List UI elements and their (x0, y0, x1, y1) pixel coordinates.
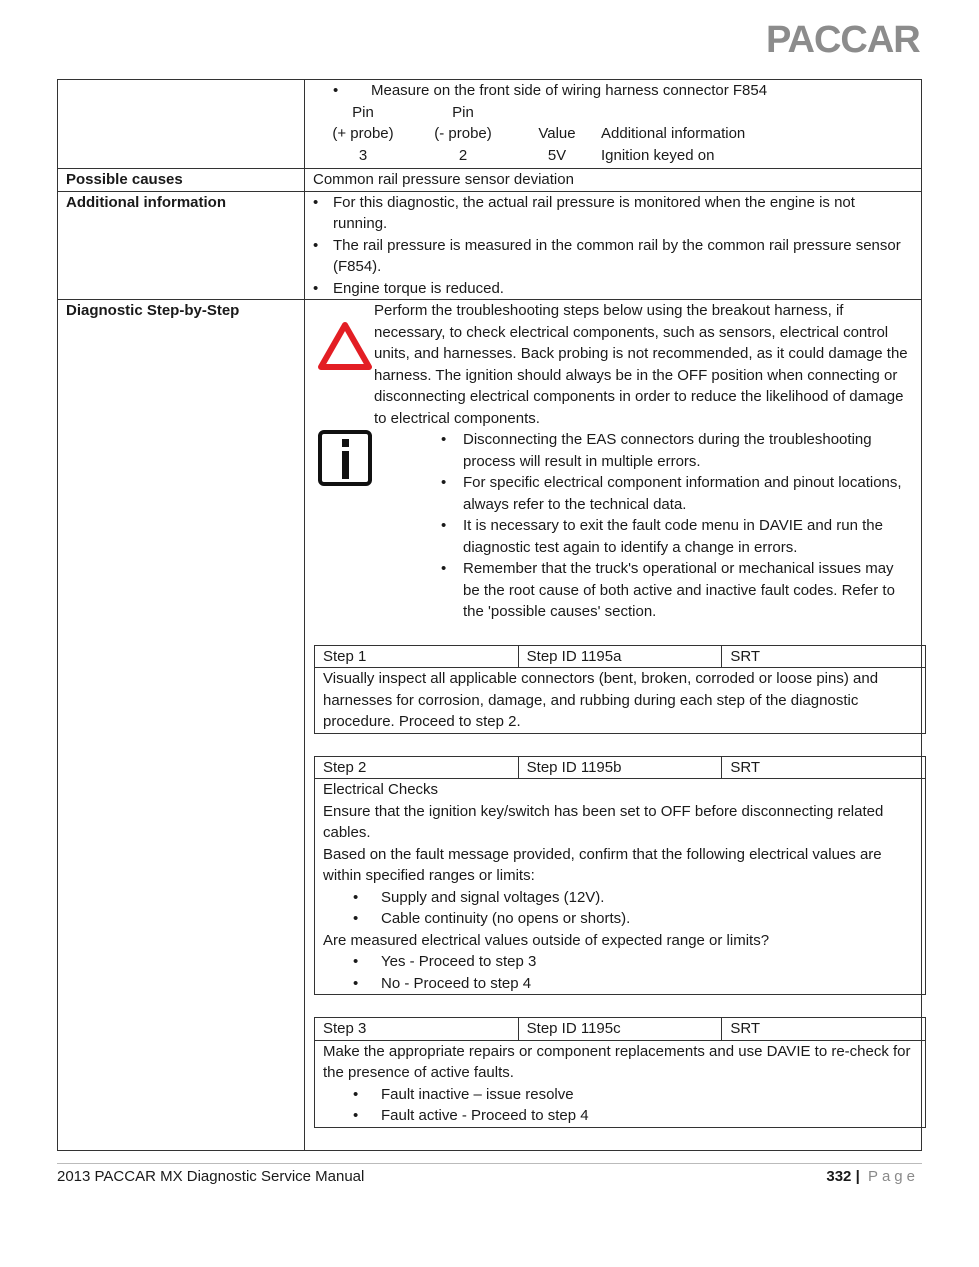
page-separator: | (855, 1168, 860, 1185)
info-icon (317, 429, 373, 487)
answer-bullet: No - Proceed to step 4 (381, 974, 532, 992)
footer-page (826, 1168, 919, 1185)
diagnostic-steps-label: Diagnostic Step-by-Step (58, 300, 305, 1151)
note-bullet: It is necessary to exit the fault code menu in DAVIE and run the diagnostic test again to identify a change in errors. (463, 517, 883, 556)
step-number: Step 2 (315, 756, 519, 779)
step-question: Are measured electrical values outside of expected range or limits? (323, 931, 770, 949)
step-2-table: Step 2 Step ID 1195b SRT Electrical Checks Ensure that the ignition key/switch has been set to OFF before disconnecting related cables. Based on the fault message provided, confirm that the following electrical values are within specified ranges or limits: • Supply and signal voltages (12V). • Cable continuity (no opens or shorts). Are measured electrical values outside of expected range or limits? • Yes - Proceed to step 3 • No - Proceed to step 4 (314, 756, 926, 996)
footer-title: 2013 PACCAR MX Diagnostic Service Manual (57, 1168, 365, 1185)
step-srt: SRT (722, 645, 926, 668)
step-number: Step 3 (315, 1018, 519, 1041)
step-id: Step ID 1195c (518, 1018, 722, 1041)
info-bullet: For this diagnostic, the actual rail pressure is monitored when the engine is not running. (333, 193, 855, 232)
possible-causes-value: Common rail pressure sensor deviation (305, 169, 922, 192)
step-title: Electrical Checks (323, 781, 439, 798)
footer-divider (57, 1163, 922, 1164)
note-bullet: Disconnecting the EAS connectors during the troubleshooting process will result in multiple errors. (463, 431, 872, 470)
logo-text: PACCAR (766, 20, 920, 56)
step-3-table: Step 3 Step ID 1195c SRT Make the appropriate repairs or component replacements and use DAVIE to re-check for the presence of active faults. • Fault inactive – issue resolve • Fault active - Proceed to step 4 (314, 1017, 926, 1128)
step-paragraph: Ensure that the ignition key/switch has been set to OFF before disconnecting related cables. (323, 802, 884, 841)
diagnostic-table (57, 79, 922, 1151)
possible-causes-label: Possible causes (58, 169, 305, 192)
check-bullet: Cable continuity (no opens or shorts). (381, 910, 631, 927)
possible-causes-row (58, 169, 922, 192)
warning-icon (317, 320, 373, 372)
step-id: Step ID 1195a (518, 645, 722, 668)
additional-info-label: Additional information (58, 191, 305, 300)
warning-text: Perform the troubleshooting steps below using the breakout harness, if necessary, to check electrical components, such as sensors, electrical control units, and harnesses. Back probing is not recommended, as it could damage the harness. The ignition should always be in the OFF position when connecting or disconnecting electrical components in order to reduce the likelihood of damage to electrical components. (374, 302, 908, 427)
paccar-logo (766, 20, 924, 56)
step-paragraph: Based on the fault message provided, confirm that the following electrical values are within specified ranges or limits: (323, 845, 882, 884)
pin-table: Pin Pin (+ probe) (- probe) Value Additional information 3 2 5V Ignition keyed on (332, 103, 746, 164)
answer-bullet: Yes - Proceed to step 3 (381, 953, 537, 970)
step-srt: SRT (722, 1018, 926, 1041)
step-body: Visually inspect all applicable connectors (bent, broken, corroded or loose pins) and harnesses for corrosion, damage, and rubbing during each step of the diagnostic procedure. Proceed to step 2. (315, 668, 926, 734)
step-body: Make the appropriate repairs or component replacements and use DAVIE to re-check for the presence of active faults. (323, 1042, 911, 1081)
step-number: Step 1 (315, 645, 519, 668)
check-bullet: Supply and signal voltages (12V). (381, 888, 605, 906)
step-srt: SRT (722, 756, 926, 779)
connector-instruction: Measure on the front side of wiring harness connector F854 (371, 82, 768, 99)
note-bullet: Remember that the truck's operational or mechanical issues may be the root cause of both active and inactive fault codes. Refer to the 'possible causes' section. (463, 560, 895, 620)
info-bullet: Engine torque is reduced. (333, 279, 504, 297)
result-bullet: Fault active - Proceed to step 4 (381, 1107, 589, 1124)
connector-row: • Measure on the front side of wiring harness connector F854 Pin Pin (+ probe) (- probe) Value Additional information 3 2 5V Ignition keyed on (58, 80, 922, 169)
note-bullet: For specific electrical component information and pinout locations, always refer to the technical data. (463, 474, 902, 513)
step-1-table (314, 645, 926, 734)
info-bullet: The rail pressure is measured in the common rail by the common rail pressure sensor (F854). (333, 236, 901, 275)
result-bullet: Fault inactive – issue resolve (381, 1085, 574, 1103)
additional-info-row: Additional information • For this diagnostic, the actual rail pressure is monitored when the engine is not running. • The rail pressure is measured in the common rail by the common rail pressure sensor (F854). • Engine torque is reduced. (58, 191, 922, 300)
diagnostic-steps-row: Diagnostic Step-by-Step Perform the troubleshooting steps below using the breakout harness, if necessary, to check electrical components, such as sensors, electrical control units, and harnesses. Back probing is not recommended, as it could damage the harness. The ignition should always be in the OFF position when connecting or disconnecting electrical components in order to reduce the likelihood of damage to electrical components. • Disconnecting the EAS connectors during the troubleshooting process will result in multiple errors. • For specific electrical component information and pinout locations, always refer to the technical data. • It is necessary to exit the fault code menu in DAVIE and run the diagnostic test again to identify a change in errors. • Remember that the truck's operational or mechanical issues may be the root cause of both active and inactive fault codes. Refer to the 'possible causes' section. Step 1 Step ID 1195a SRT Visually inspect all applicable connectors (bent, broken, corroded or loose pins) and harnesses for corrosion, damage, and rubbing during each step of the diagnostic procedure. Proceed to step 2. Step 2 Step ID 1195b SRT Electrical Checks Ensure that the ignition key/switch has been set to OFF before disconnecting related cables. Based on the fault message provided, confirm that the following electrical values are within specified ranges or limits: • Supply and signal voltages (12V). • Cable continuity (no opens or shorts). Are measured electrical values outside of expected range or limits? • Yes - Proceed to step 3 • No - Proceed to step 4 Step 3 Step ID 1195c SRT Make the appropriate repairs or component replacements and use DAVIE to re-check for the presence of active faults. • Fault inactive – issue resolve • Fault active - Proceed to step 4 (58, 300, 922, 1151)
page-word: Page (867, 1168, 919, 1185)
step-id: Step ID 1195b (518, 756, 722, 779)
page-number: 332 (826, 1168, 852, 1185)
